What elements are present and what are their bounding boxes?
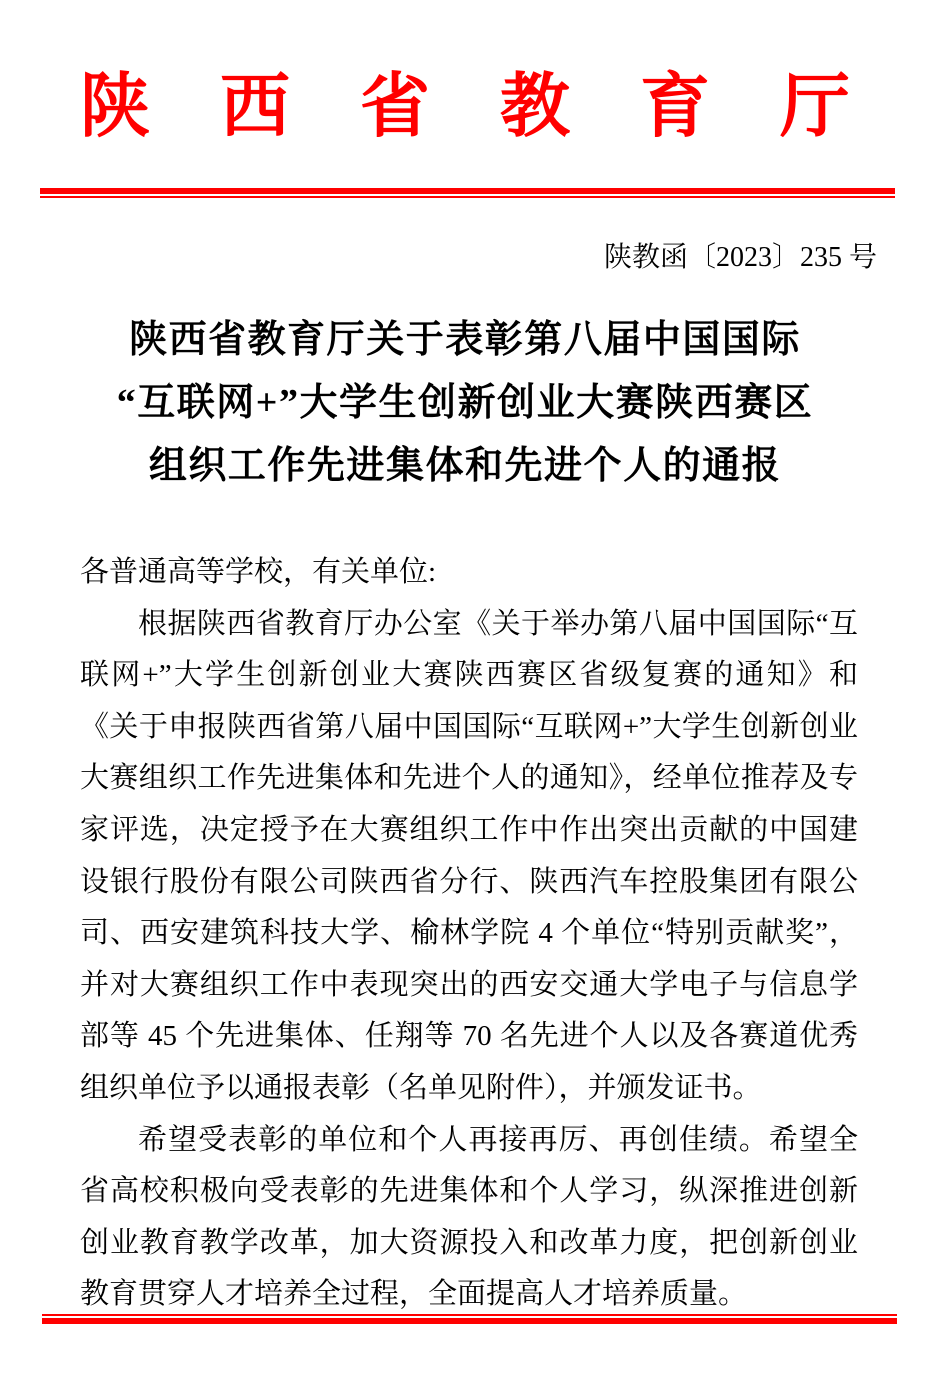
- salutation: 各普通高等学校，有关单位:: [80, 556, 437, 588]
- doc-title-line-1: 陕西省教育厅关于表彰第八届中国国际: [129, 319, 801, 361]
- body-paragraph-2: 希望受表彰的单位和个人再接再厉、再创佳绩。希望全省高校积极向受表彰的先进集体和个人学习，纵深推进创新创业教育教学改革，加大资源投入和改革力度，把创新创业教育贯穿人才培养全过程，全面提高人才培养质量。: [80, 1123, 858, 1311]
- doc-body: [80, 547, 858, 1321]
- agency-header-title: 陕西省教育厅: [80, 69, 920, 146]
- doc-title: [0, 309, 930, 498]
- doc-number: 陕教函〔2023〕235 号: [603, 242, 877, 273]
- doc-title-line-2: “互联网+”大学生创新创业大赛陕西赛区: [116, 382, 814, 424]
- red-divider-bottom: [42, 1314, 897, 1324]
- red-divider-top: [40, 188, 895, 198]
- doc-title-line-3: 组织工作先进集体和先进个人的通报: [148, 445, 782, 487]
- body-paragraph-1: 根据陕西省教育厅办公室《关于举办第八届中国国际“互联网+”大学生创新创业大赛陕西赛区省级复赛的通知》和《关于申报陕西省第八届中国国际“互联网+”大学生创新创业大赛组织工作先进集体和先进个人的通知》，经单位推荐及专家评选，决定授予在大赛组织工作中作出突出贡献的中国建设银行股份有限公司陕西省分行、陕西汽车控股集团有限公司、西安建筑科技大学、榆林学院 4 个单位“特别贡献奖”，并对大赛组织工作中表现突出的西安交通大学电子与信息学部等 45 个先进集体、任翔等 70 名先进个人以及各赛道优秀组织单位予以通报表彰（名单见附件），并颁发证书。: [80, 607, 858, 1104]
